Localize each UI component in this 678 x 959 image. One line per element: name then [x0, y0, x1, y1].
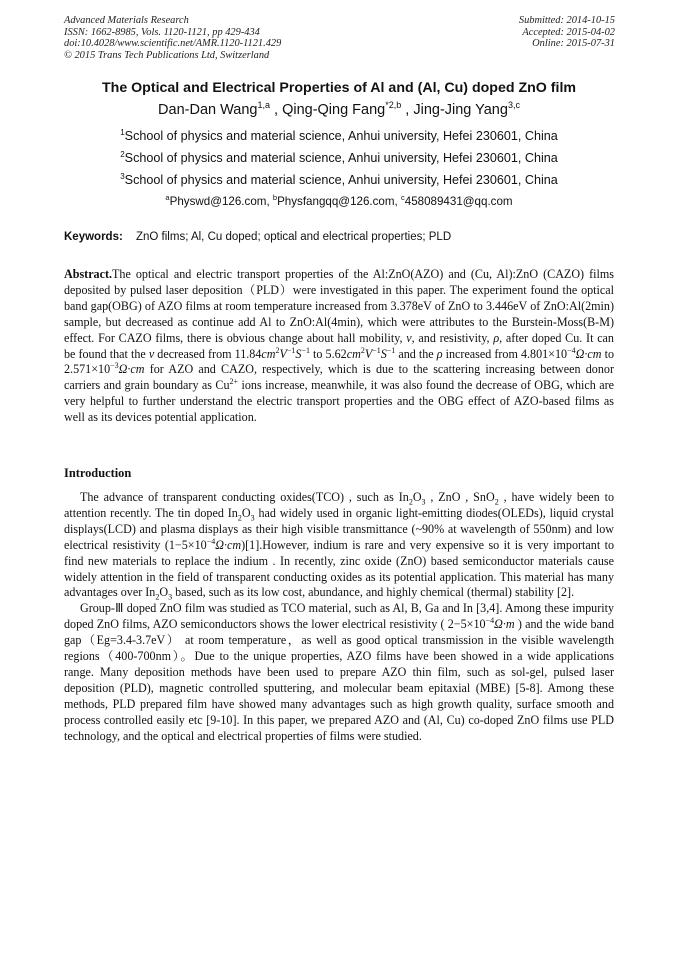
intro-text-1b: O — [412, 490, 422, 504]
abstract-text-3: , after doped Cu. It can be found that the — [64, 330, 614, 361]
author-list: Dan-Dan Wang$^{1,a}$ , Qing-Qing Fang$^{*2,b}$ , Jing-Jing Yang$^{3,c}$ — [158, 100, 520, 118]
accepted-date: Accepted: 2015-04-02 — [522, 26, 615, 38]
intro-text-1d: , have widely been to attention recently. The tin doped In — [64, 490, 614, 520]
abstract-text-1: The optical and electric transport properties of the Al:ZnO(AZO) and (Cu, Al):ZnO (CAZO) films deposited by pulsed laser deposition（PLD）were investigated in this paper. The experiment found the optical band gap(OBG) of AZO films at room temperature increased from 3.378eV of ZnO to 3.446eV of ZnO:Al(2min) sample, but decreased as continue add Al to ZnO:Al(4min), which were attributes to the Burstein-Moss(B-M) effect. For CAZO films, there is obvious change about hall mobility, — [64, 267, 614, 345]
azo-resistivity-value: ( 2−5×10 — [440, 617, 486, 632]
resistivity-symbol: ρ — [493, 330, 500, 345]
affiliation-1 — [40, 129, 638, 143]
paper-title: The Optical and Electrical Properties of Al and (Al, Cu) doped ZnO film — [101, 80, 577, 96]
affiliation-3 — [40, 173, 638, 187]
intro-paragraph-2 — [64, 601, 614, 744]
ito-resistivity-unit: Ω·cm — [215, 537, 242, 552]
author-1-marker: 1,a — [257, 100, 270, 111]
email-3[interactable]: 458089431@qq.com — [404, 195, 513, 208]
email-2[interactable]: Physfangqq@126.com — [277, 195, 395, 208]
affiliation-1-marker: 1 — [120, 127, 125, 137]
in2o3-sub-2b: 2 — [237, 513, 242, 523]
submitted-date: Submitted: 2014-10-15 — [518, 15, 615, 26]
intro-text-2e: ) and the wide band gap（Eg=3.4-3.7eV） at room temperature，as well as good optical transmission in the visible wavelength regions（400-700nm）。Due to the unique properties, AZO films have been showed in a wide applications range. Many deposition methods have been used to prepare AZO thin film, such as sol-gel, pulsed laser deposition (PLD), magnetic controlled sputtering, and molecular beam epitaxial (MBE) [5-8]. Among these methods, PLD prepared film have showed many advantages such as high growth quality, surface smooth and process controlled easily etc [9-10]. In this paper, we prepared AZO and (Al, Cu) co-doped ZnO films use PLD technology, and the optical and electrical properties of films were studied. — [64, 617, 614, 743]
introduction-section — [64, 490, 614, 745]
journal-header — [64, 15, 281, 61]
in2o3-sub-3b: 3 — [250, 513, 255, 523]
email-3-marker: c — [401, 193, 405, 203]
online-date: Online: 2015-07-31 — [532, 38, 615, 50]
unit-v: V — [279, 346, 287, 361]
copyright-line: © 2015 Trans Tech Publications Ltd, Switzerland — [64, 49, 270, 61]
intro-text-1c: , ZnO , SnO — [430, 490, 495, 504]
unit-cm-exp: 2 — [275, 345, 280, 355]
abstract-text-6: and the — [398, 346, 434, 361]
keywords-label: Keywords: — [64, 231, 123, 243]
in2o3-sub-2: 2 — [408, 497, 413, 507]
mobility-symbol: ν — [406, 330, 412, 345]
introduction-heading: Introduction — [64, 466, 132, 480]
abstract-label: Abstract. — [64, 267, 113, 281]
ito-resistivity-value: (1−5×10 — [164, 537, 207, 552]
abstract-text-5: to — [313, 346, 323, 361]
unit-cm-2: cm — [346, 346, 361, 361]
unit-v-2: V — [364, 346, 373, 361]
author-1: Dan-Dan Wang — [158, 102, 258, 118]
abstract-text-9: for AZO and CAZO, respectively, which is due to the scattering increasing between donor carriers and grain boundary as Cu — [64, 362, 614, 393]
intro-text-2a: Group-Ⅲ doped ZnO film was studied as TCO material, such as Al, B, Ga and In [3,4]. Among these impurity doped ZnO films, AZO semiconductors shows the lower electrical resistivity — [64, 601, 614, 632]
unit-v-exp-2: −1 — [372, 345, 381, 355]
resistivity-from-exp: −4 — [567, 345, 576, 355]
unit-s-exp-2: −1 — [386, 345, 396, 355]
intro-text-1e: O — [241, 505, 251, 520]
abstract-paragraph — [64, 267, 614, 426]
in2o3-sub-3: 3 — [421, 497, 426, 507]
azo-resistivity-exp: −4 — [485, 616, 495, 626]
keywords-line — [64, 231, 451, 243]
in2o3-sub-2c: 2 — [155, 592, 160, 602]
keywords-text: ZnO films; Al, Cu doped; optical and electrical properties; PLD — [136, 231, 452, 243]
in2o3-sub-3c: 3 — [168, 592, 173, 602]
cu-ion-charge: 2+ — [229, 377, 239, 387]
resistivity-to-value: 2.571×10 — [64, 362, 111, 377]
unit-s: S — [295, 346, 302, 361]
author-3: Jing-Jing Yang — [413, 102, 508, 118]
intro-text-1l: based, such as its low cost, abundance, and highly chemical (thermal) stability [2]. — [175, 585, 575, 600]
unit-cm-exp-2: 2 — [360, 345, 365, 355]
intro-text-1k: O — [159, 585, 169, 600]
mobility-to-value: 5.62 — [325, 346, 347, 361]
email-1-marker: a — [165, 193, 170, 203]
unit-v-exp: −1 — [286, 345, 296, 355]
affiliation-2-text: School of physics and material science, Anhui university, Hefei 230601, China — [124, 151, 558, 165]
resistivity-to-exp: −3 — [110, 361, 119, 371]
affiliation-3-text: School of physics and material science, Anhui university, Hefei 230601, China — [124, 173, 558, 187]
abstract-text-8: to — [604, 346, 614, 361]
intro-paragraph-1 — [64, 490, 614, 601]
author-2-marker: *2,b — [385, 100, 402, 111]
mobility-symbol-2: ν — [148, 346, 155, 361]
unit-ohm-cm: Ω·cm — [575, 346, 602, 361]
resistivity-from-value: 4.801×10 — [520, 346, 568, 361]
unit-ohm-cm-2: Ω·cm — [118, 362, 145, 377]
abstract-text-2: , and resistivity, — [411, 330, 490, 345]
doi-line: doi:10.4028/www.scientific.net/AMR.1120-1121.429 — [64, 38, 282, 50]
unit-cm: cm — [261, 346, 276, 361]
abstract-text-4: decreased from — [157, 346, 232, 361]
email-2-marker: b — [272, 193, 278, 203]
intro-text-1f: had widely used in organic light-emitting diodes(OLEDs), liquid crystal displays(LCD) and plasma displays as their high visible transmittance (~90% at wavelength of 550nm) and low electrical resistivity — [64, 505, 614, 552]
intro-text-1j: )[1].However, indium is rare and very expensive so it is very important to find new materials to replace the indium . In recently, zinc oxide (ZnO) based semiconductor materials cause widely attention in the field of transparent conducting oxides as its potential application. This material has many advantages over In — [64, 537, 614, 600]
resistivity-symbol-2: ρ — [436, 346, 443, 361]
sno2-sub-2: 2 — [494, 497, 499, 507]
email-list: $^a$Physwd@126.com, $^b$Physfangqq@126.com, $^c$458089431@qq.com — [165, 193, 513, 208]
email-1[interactable]: Physwd@126.com — [169, 195, 267, 208]
unit-s-2: S — [380, 346, 387, 361]
author-2: Qing-Qing Fang — [282, 102, 386, 118]
azo-resistivity-unit: Ω·m — [494, 617, 515, 632]
issn-line: ISSN: 1662-8985, Vols. 1120-1121, pp 429-434 — [64, 26, 260, 38]
journal-name: Advanced Materials Research — [64, 15, 189, 26]
abstract-section — [64, 267, 614, 426]
abstract-text-10: ions increase, meanwhile, it was also found the decrease of OBG, which are very helpful to further understand the electric transport properties and the OBG effect of AZO-based films as well as its devices potential application. — [64, 378, 614, 425]
author-3-marker: 3,c — [507, 100, 520, 111]
intro-text-1a: The advance of transparent conducting oxides(TCO) , such as In — [80, 490, 409, 504]
affiliation-2-marker: 2 — [120, 149, 125, 159]
affiliation-1-text: School of physics and material science, Anhui university, Hefei 230601, China — [124, 129, 558, 143]
abstract-text-7: increased from — [445, 346, 518, 361]
unit-s-exp: −1 — [301, 345, 310, 355]
affiliation-2 — [40, 151, 638, 165]
mobility-from-value: 11.84 — [234, 346, 262, 361]
affiliation-3-marker: 3 — [120, 171, 125, 181]
ito-resistivity-exp: −4 — [206, 536, 216, 546]
dates-header — [519, 15, 615, 50]
